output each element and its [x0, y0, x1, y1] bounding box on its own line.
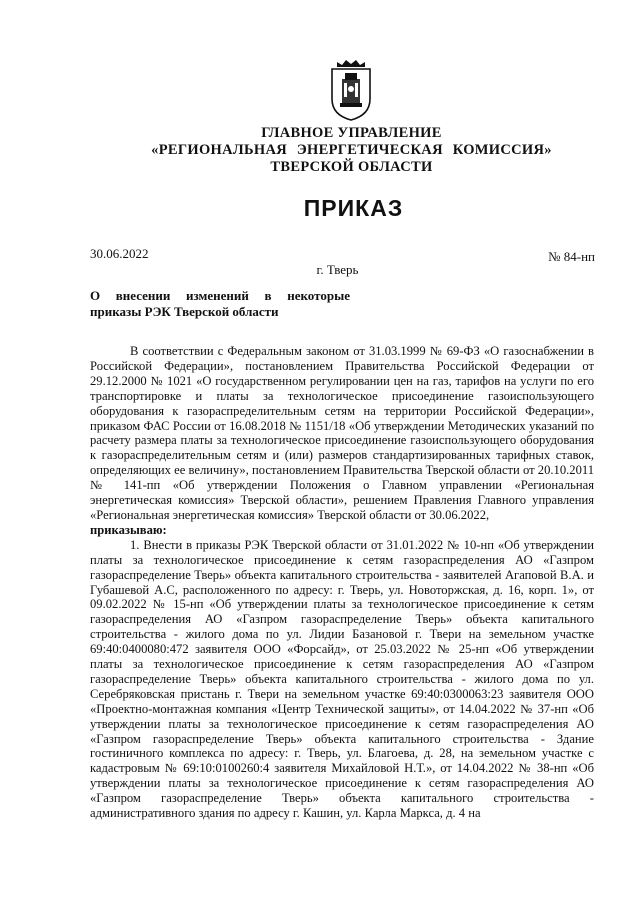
document-body — [90, 344, 594, 821]
document-subject — [90, 288, 350, 320]
document-number: № 84-нп — [548, 249, 595, 264]
item-1-paragraph: 1. Внести в приказы РЭК Тверской области от 31.01.2022 № 10-нп «Об утверждении платы за технологическое присоединение к сетям газораспределения АО «Газпром газораспределение Тверь» объекта капитального строительства - заявителей Агаповой В.А. и Губашевой А.С, расположенного по адресу: г. Тверь, ул. Новоторжская, д. 16, корп. 1», от 09.02.2022 № 15-нп «Об утверждении платы за технологическое присоединение к сетям газораспределения АО «Газпром газораспределение Тверь» объекта капитального строительства - жилого дома по ул. Лидии Базановой г. Твери на земельном участке 69:40:0400080:472 заявителя ООО «Форсайд», от 25.03.2022 № 25-нп «Об утверждении платы за технологическое присоединение к сетям газораспределения АО «Газпром газораспределение Тверь» объекта капитального строительства - жилого дома по ул. Серебряковская пристань г. Твери на земельном участке 69:40:0300063:23 заявителя ООО «Проектно-монтажная компания «Центр Технической защиты», от 14.04.2022 № 37-нп «Об утверждении платы за технологическое присоединение к сетям газораспределения АО «Газпром газораспределение Тверь» объекта капитального строительства - Здание гостиничного комплекса по адресу: г. Тверь, ул. Благоева, д. 28, на земельном участке с кадастровым № 69:10:0100260:4 заявителя Михайловой Н.Т.», от 14.04.2022 № 38-нп «Об утверждении платы за технологическое присоединение к сетям газораспределения АО «Газпром газораспределение Тверь» объекта капитального строительства - административного здания по адресу г. Кашин, ул. Карла Маркса, д. 4 на — [90, 537, 594, 821]
header-line-3: ТВЕРСКОЙ ОБЛАСТИ — [270, 159, 433, 175]
order-word: приказываю: — [90, 522, 167, 537]
subject-word: О — [90, 288, 101, 303]
header-line-2: «РЕГИОНАЛЬНАЯ ЭНЕРГЕТИЧЕСКАЯ КОМИССИЯ» — [151, 142, 552, 158]
subject-word: в — [264, 288, 272, 303]
preamble-paragraph: В соответствии с Федеральным законом от 31.03.1999 № 69-ФЗ «О газоснабжении в Российской Федерации», постановлением Правительства Российской Федерации от 29.12.2000 № 1021 «О государственном регулировании цен на газ, тарифов на услуги по его транспортировке и платы за технологическое присоединение газоиспользующего оборудования к газораспределительным сетям на территории Российской Федерации», приказом ФАС России от 16.08.2018 № 1151/18 «Об утверждении Методических указаний по расчету размера платы за технологическое присоединение газоиспользующего оборудования к газораспределительным сетям и (или) размеров стандартизированных тарифных ставок, определяющих ее величину», постановлением Правительства Тверской области от 20.10.2011 № 141-пп «Об утверждении Положения о Главном управлении «Региональная энергетическая комиссия» Тверской области», решением Правления Главного управления «Региональная энергетическая комиссия» Тверской области от 30.06.2022, — [90, 344, 594, 522]
coat-of-arms-icon — [329, 59, 373, 121]
subject-word: некоторые — [287, 288, 350, 303]
subject-word: внесении — [115, 288, 171, 303]
subject-line-2: приказы РЭК Тверской области — [90, 304, 279, 319]
header-line-1: ГЛАВНОЕ УПРАВЛЕНИЕ — [261, 125, 442, 141]
subject-word: изменений — [186, 288, 249, 303]
subject-line-1 — [90, 288, 350, 304]
document-date: 30.06.2022 — [90, 246, 149, 261]
document-city: г. Тверь — [316, 262, 359, 277]
document-title: ПРИКАЗ — [303, 195, 404, 221]
